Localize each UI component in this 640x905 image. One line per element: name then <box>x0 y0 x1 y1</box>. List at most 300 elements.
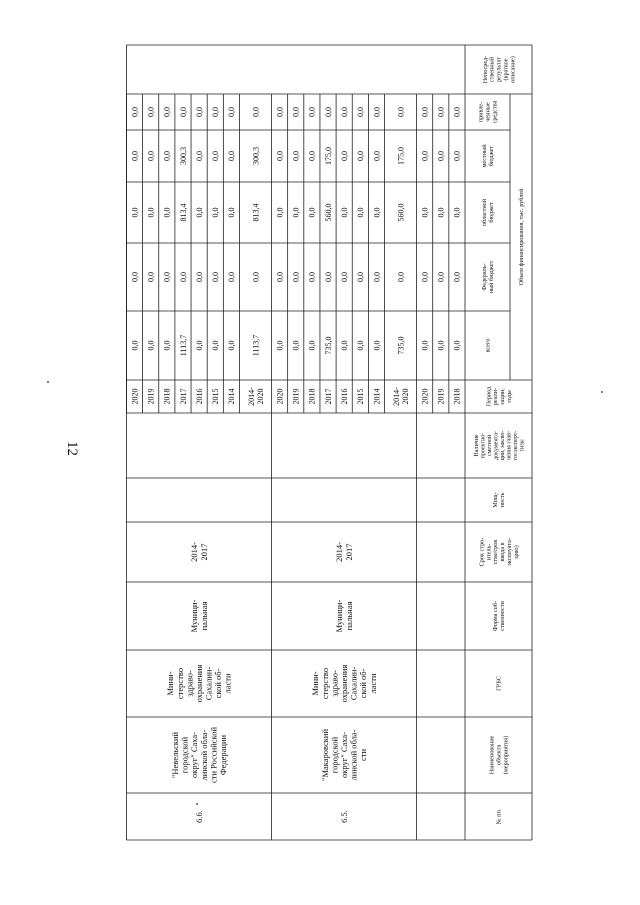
attracted-cell-line: 0,0 <box>356 107 366 117</box>
header-period-line: годы <box>506 390 514 403</box>
header-term-line: цию) <box>513 545 521 559</box>
attracted-cell <box>179 107 188 117</box>
header-local-line: местный <box>481 144 489 168</box>
object-grbs-line: Сахалин- <box>203 666 214 701</box>
object-name <box>170 727 228 784</box>
federal-cell-line: 0,0 <box>227 272 237 282</box>
header-result-line: результат <box>495 57 503 82</box>
federal-cell <box>437 272 446 282</box>
attracted-cell-line: 0,0 <box>194 107 204 117</box>
total-cell <box>420 341 429 351</box>
local-cell <box>211 151 220 161</box>
local-cell-line: 175,0 <box>323 147 333 165</box>
object-term-line: 2014- <box>334 542 345 562</box>
object-name-line: городской <box>179 736 190 774</box>
federal-cell-line: 0,0 <box>194 272 204 282</box>
object-name-line: Федерации <box>217 734 228 776</box>
regional-cell <box>420 208 429 218</box>
local-cell <box>453 151 462 161</box>
local-cell <box>292 151 301 161</box>
attracted-cell-line: 0,0 <box>323 107 333 117</box>
local-cell-line: 0,0 <box>146 151 156 161</box>
attracted-cell-line: 0,0 <box>178 107 188 117</box>
regional-cell-line: 0,0 <box>420 207 430 218</box>
local-cell <box>163 151 172 161</box>
local-cell <box>251 147 260 165</box>
object-form-line: пальная <box>343 601 354 631</box>
header-grbs <box>496 676 503 691</box>
local-cell <box>437 151 446 161</box>
header-local <box>481 144 495 168</box>
regional-cell <box>453 208 462 218</box>
header-term-line: итель- <box>485 543 493 561</box>
federal-cell <box>356 272 365 282</box>
header-form-line: ственности <box>499 601 507 631</box>
local-cell <box>130 151 139 161</box>
period-cell-line: 2016 <box>339 388 349 405</box>
period-cell-line: 2018 <box>162 388 172 405</box>
regional-cell-line: 0,0 <box>162 207 172 218</box>
header-attracted <box>478 100 499 123</box>
object-grbs-line: ласти <box>367 673 378 694</box>
federal-cell-line: 0,0 <box>275 272 285 282</box>
scan-speck <box>47 381 49 383</box>
local-cell <box>356 151 365 161</box>
header-period-line: зации, <box>499 388 507 405</box>
attracted-cell-line: 0,0 <box>291 107 301 117</box>
federal-cell <box>195 272 204 282</box>
regional-cell <box>211 208 220 218</box>
header-docs-line: проектно- <box>480 432 487 459</box>
attracted-cell <box>372 107 381 117</box>
attracted-cell-line: 0,0 <box>227 107 237 117</box>
header-form <box>492 600 506 631</box>
total-cell-line: 735,0 <box>323 336 333 355</box>
regional-cell <box>130 208 139 218</box>
header-regional-line: областной <box>481 198 489 227</box>
object-num <box>194 810 204 823</box>
regional-cell <box>396 204 405 222</box>
header-power-line: ность <box>499 492 507 508</box>
local-cell-line: 0,0 <box>227 151 237 161</box>
period-cell-line: 2020 <box>275 388 285 405</box>
total-cell <box>453 341 462 351</box>
period-cell <box>163 389 172 405</box>
regional-cell-line: 0,0 <box>275 207 285 218</box>
attracted-cell <box>130 107 139 117</box>
regional-cell-line: 0,0 <box>194 207 204 218</box>
period-cell-line: 2017 <box>178 388 188 405</box>
scan-speck <box>601 391 603 393</box>
total-cell <box>324 337 333 355</box>
federal-cell-line: 0,0 <box>339 272 349 282</box>
object-name-line: "Макаровский <box>319 728 330 782</box>
period-cell <box>179 389 188 405</box>
total-cell <box>275 341 284 351</box>
attracted-cell <box>453 107 462 117</box>
object-grbs-line: охранения <box>193 664 204 703</box>
total-cell <box>251 335 260 356</box>
local-cell-line: 0,0 <box>372 151 382 161</box>
total-cell-line: 0,0 <box>227 340 237 351</box>
period-cell <box>130 389 139 405</box>
regional-cell <box>340 208 349 218</box>
attracted-cell <box>227 107 236 117</box>
attracted-cell <box>275 107 284 117</box>
header-docs-line: документа- <box>493 431 500 460</box>
total-cell-line: 1113,7 <box>251 334 261 357</box>
header-federal-line: ный бюджет <box>488 260 496 294</box>
federal-cell <box>130 272 139 282</box>
total-cell <box>146 341 155 351</box>
attracted-cell-line: 0,0 <box>339 107 349 117</box>
total-cell <box>179 335 188 356</box>
local-cell <box>227 151 236 161</box>
period-cell-line: 2015 <box>211 388 221 405</box>
federal-cell <box>308 272 317 282</box>
federal-cell-line: 0,0 <box>323 272 333 282</box>
period-cell-line: 2018 <box>307 388 317 405</box>
local-cell-line: 0,0 <box>339 151 349 161</box>
regional-cell-line: 0,0 <box>452 207 462 218</box>
header-term <box>478 538 520 567</box>
regional-cell-line: 0,0 <box>130 207 140 218</box>
object-name-line: сти Российской <box>208 726 219 784</box>
regional-cell-line: 0,0 <box>211 207 221 218</box>
total-cell <box>130 341 139 351</box>
header-docs-line: чения глав- <box>506 430 513 461</box>
attracted-cell <box>163 107 172 117</box>
object-form-line: пальная <box>198 601 209 631</box>
federal-cell <box>340 272 349 282</box>
local-cell-line: 0,0 <box>420 151 430 161</box>
header-name-line: объекта <box>495 744 503 766</box>
period-cell-line: 2016 <box>194 388 204 405</box>
period-cell <box>292 389 301 405</box>
header-result-line: ственный <box>488 56 496 83</box>
attracted-cell-line: 0,0 <box>275 107 285 117</box>
total-cell-line: 0,0 <box>452 340 462 351</box>
attracted-cell-line: 0,0 <box>372 107 382 117</box>
object-term-line: 2017 <box>343 543 354 561</box>
attracted-cell <box>420 107 429 117</box>
object-grbs-line: стерство <box>319 667 330 700</box>
regional-cell <box>179 204 188 222</box>
federal-cell <box>179 272 188 282</box>
period-cell <box>308 389 317 405</box>
federal-cell-line: 0,0 <box>436 272 446 282</box>
attracted-cell <box>437 107 446 117</box>
total-cell-line: 0,0 <box>436 340 446 351</box>
regional-cell-line: 0,0 <box>339 207 349 218</box>
total-cell <box>308 341 317 351</box>
regional-cell <box>437 208 446 218</box>
attracted-cell-line: 0,0 <box>251 107 261 117</box>
local-cell <box>275 151 284 161</box>
object-grbs-line: ской об- <box>213 668 224 699</box>
header-volume-line: Объем финансирования, тыс. рублей <box>518 188 526 286</box>
total-cell <box>396 337 405 355</box>
regional-cell <box>308 208 317 218</box>
object-grbs-line: Мини- <box>310 671 321 696</box>
header-attracted-line: средства <box>491 100 499 124</box>
period-cell-line: 2020 <box>130 388 140 405</box>
header-power-line: Мощ- <box>492 492 500 508</box>
header-period-line: реали- <box>492 387 500 406</box>
header-num <box>496 808 503 824</box>
period-cell-line: 2014 <box>227 388 237 405</box>
federal-cell-line: 0,0 <box>356 272 366 282</box>
total-cell-line: 0,0 <box>420 340 430 351</box>
attracted-cell-line: 0,0 <box>307 107 317 117</box>
local-cell <box>420 151 429 161</box>
regional-cell-line: 0,0 <box>356 207 366 218</box>
attracted-cell-line: 0,0 <box>162 107 172 117</box>
attracted-cell <box>308 107 317 117</box>
total-cell-line: 0,0 <box>339 340 349 351</box>
object-grbs <box>165 665 233 703</box>
regional-cell <box>372 208 381 218</box>
header-form-line: Форма соб- <box>492 600 500 632</box>
header-federal-line: Федераль- <box>481 263 489 291</box>
header-result <box>482 56 517 84</box>
total-cell-line: 0,0 <box>146 340 156 351</box>
attracted-cell-line: 0,0 <box>452 107 462 117</box>
header-local-line: бюджет <box>488 145 496 167</box>
object-term-line: 2014- <box>189 542 200 562</box>
federal-cell-line: 0,0 <box>291 272 301 282</box>
federal-cell <box>324 272 333 282</box>
total-cell-line: 0,0 <box>211 340 221 351</box>
regional-cell <box>251 204 260 222</box>
header-result-line: описание) <box>509 56 517 83</box>
period-cell-line: 2014 <box>372 388 382 405</box>
regional-cell-line: 0,0 <box>436 207 446 218</box>
period-cell <box>340 389 349 405</box>
local-cell-line: 0,0 <box>194 151 204 161</box>
period-cell-line: 2014- <box>391 387 401 406</box>
regional-cell-line: 0,0 <box>291 207 301 218</box>
regional-cell <box>275 208 284 218</box>
regional-cell <box>195 208 204 218</box>
federal-cell <box>227 272 236 282</box>
period-cell <box>392 387 410 406</box>
object-form-line: Муници- <box>189 599 200 633</box>
local-cell-line: 0,0 <box>452 151 462 161</box>
federal-cell <box>292 272 301 282</box>
header-docs-line: Наличие <box>473 434 480 457</box>
object-grbs-line: ласти <box>222 673 233 694</box>
total-cell <box>437 341 446 351</box>
attracted-cell-line: 0,0 <box>420 107 430 117</box>
period-cell-line: 2020 <box>400 388 410 405</box>
total-cell-line: 735,0 <box>396 336 406 355</box>
period-cell-line: 2019 <box>146 388 156 405</box>
period-cell <box>420 389 429 405</box>
federal-cell-line: 0,0 <box>162 272 172 282</box>
attracted-cell <box>396 107 405 117</box>
header-grbs-line: ГРБС <box>495 676 503 691</box>
attracted-cell-line: 0,0 <box>146 107 156 117</box>
total-cell-line: 0,0 <box>372 340 382 351</box>
total-cell <box>372 341 381 351</box>
rotated-table <box>126 45 532 840</box>
header-term-line: ства/срок <box>492 539 500 565</box>
header-term-line: Срок стро- <box>478 537 486 567</box>
attracted-cell <box>292 107 301 117</box>
object-num-line: 6.5. <box>339 810 349 823</box>
regional-cell <box>324 204 333 222</box>
object-grbs-line: ской об- <box>358 668 369 699</box>
local-cell <box>396 147 405 165</box>
total-cell-line: 0,0 <box>275 340 285 351</box>
header-term-line: ввода в <box>499 542 507 562</box>
attracted-cell-line: 0,0 <box>436 107 446 117</box>
local-cell <box>179 147 188 165</box>
local-cell-line: 0,0 <box>307 151 317 161</box>
total-cell-line: 0,0 <box>194 340 204 351</box>
header-name-line: Наименование <box>488 735 496 775</box>
period-cell <box>247 387 265 406</box>
period-cell <box>195 389 204 405</box>
period-cell <box>324 389 333 405</box>
federal-cell <box>211 272 220 282</box>
header-num-line: № пп. <box>495 808 503 825</box>
header-power <box>492 492 506 507</box>
regional-cell <box>356 208 365 218</box>
federal-cell <box>275 272 284 282</box>
object-name-line: округ" Саха- <box>189 731 200 779</box>
period-cell <box>437 389 446 405</box>
total-cell-line: 0,0 <box>291 340 301 351</box>
attracted-cell <box>146 107 155 117</box>
object-name <box>320 729 368 781</box>
total-cell-line: 0,0 <box>130 340 140 351</box>
federal-cell-line: 0,0 <box>146 272 156 282</box>
object-name-line: сти <box>358 748 369 762</box>
header-regional-line: бюджет <box>488 202 496 223</box>
header-regional <box>481 198 495 226</box>
period-cell-line: 2015 <box>356 388 366 405</box>
attracted-cell-line: 0,0 <box>130 107 140 117</box>
federal-cell <box>251 272 260 282</box>
header-federal <box>481 260 495 293</box>
total-cell <box>340 341 349 351</box>
federal-cell <box>453 272 462 282</box>
header-period <box>485 386 513 407</box>
object-term <box>189 542 209 562</box>
regional-cell <box>227 208 236 218</box>
total-cell <box>163 341 172 351</box>
federal-cell <box>420 272 429 282</box>
local-cell-line: 0,0 <box>275 151 285 161</box>
object-grbs-line: Мини- <box>165 671 176 696</box>
attracted-cell-line: 0,0 <box>211 107 221 117</box>
period-cell-line: 2017 <box>323 388 333 405</box>
object-grbs-line: здраво- <box>184 670 195 697</box>
header-volume <box>518 188 525 286</box>
local-cell-line: 0,0 <box>162 151 172 161</box>
object-num <box>339 810 349 823</box>
period-cell <box>211 389 220 405</box>
period-cell-line: 2020 <box>420 388 430 405</box>
object-form <box>334 600 354 633</box>
header-docs-line: госэксперт- <box>512 430 519 461</box>
page-number: 12 <box>64 441 80 456</box>
regional-cell-line: 560,0 <box>396 203 406 222</box>
header-period-line: Период <box>485 386 493 407</box>
total-cell <box>195 341 204 351</box>
attracted-cell-line: 0,0 <box>396 107 406 117</box>
attracted-cell <box>340 107 349 117</box>
object-term-line: 2017 <box>198 543 209 561</box>
header-total <box>485 339 492 353</box>
object-grbs-line: стерство <box>174 667 185 700</box>
regional-cell-line: 0,0 <box>227 207 237 218</box>
header-result-line: (краткое <box>502 58 510 81</box>
total-cell <box>211 341 220 351</box>
regional-cell-line: 813,4 <box>251 203 261 222</box>
federal-cell-line: 0,0 <box>178 272 188 282</box>
object-grbs-line: охранения <box>339 664 349 703</box>
total-cell-line: 0,0 <box>356 340 366 351</box>
local-cell-line: 0,0 <box>130 151 140 161</box>
federal-cell-line: 0,0 <box>420 272 430 282</box>
local-cell <box>324 147 333 165</box>
object-name-line: округ" Саха- <box>339 731 349 779</box>
regional-cell-line: 813,4 <box>178 203 188 222</box>
header-docs-line: ции, заклю- <box>499 430 506 461</box>
header-name-line: (мероприятия) <box>502 735 510 775</box>
federal-cell-line: 0,0 <box>211 272 221 282</box>
object-term <box>334 542 354 562</box>
regional-cell <box>146 208 155 218</box>
regional-cell <box>292 208 301 218</box>
header-term-line: эксплуата- <box>506 538 514 566</box>
object-form <box>189 600 209 633</box>
total-cell <box>292 341 301 351</box>
header-total-line: всего <box>484 338 492 353</box>
period-cell-line: 2019 <box>291 388 301 405</box>
object-name-line: "Невельский <box>169 731 180 779</box>
object-grbs-line: здраво- <box>329 670 340 697</box>
federal-cell <box>396 272 405 282</box>
local-cell <box>195 151 204 161</box>
header-name <box>489 735 510 774</box>
federal-cell-line: 0,0 <box>307 272 317 282</box>
object-name-line: городской <box>329 736 340 774</box>
period-cell-line: 2018 <box>452 388 462 405</box>
federal-cell-line: 0,0 <box>130 272 140 282</box>
attracted-cell <box>251 107 260 117</box>
federal-cell-line: 0,0 <box>396 272 406 282</box>
local-cell-line: 0,0 <box>356 151 366 161</box>
attracted-cell <box>211 107 220 117</box>
attracted-cell <box>195 107 204 117</box>
period-cell <box>146 389 155 405</box>
period-cell-line: 2019 <box>436 388 446 405</box>
federal-cell <box>372 272 381 282</box>
total-cell <box>227 341 236 351</box>
local-cell <box>372 151 381 161</box>
period-cell <box>372 389 381 405</box>
period-cell-line: 2014- <box>246 387 256 406</box>
local-cell-line: 0,0 <box>291 151 301 161</box>
regional-cell-line: 0,0 <box>372 207 382 218</box>
federal-cell-line: 0,0 <box>372 272 382 282</box>
header-attracted-line: ченные <box>484 102 492 122</box>
period-cell <box>275 389 284 405</box>
